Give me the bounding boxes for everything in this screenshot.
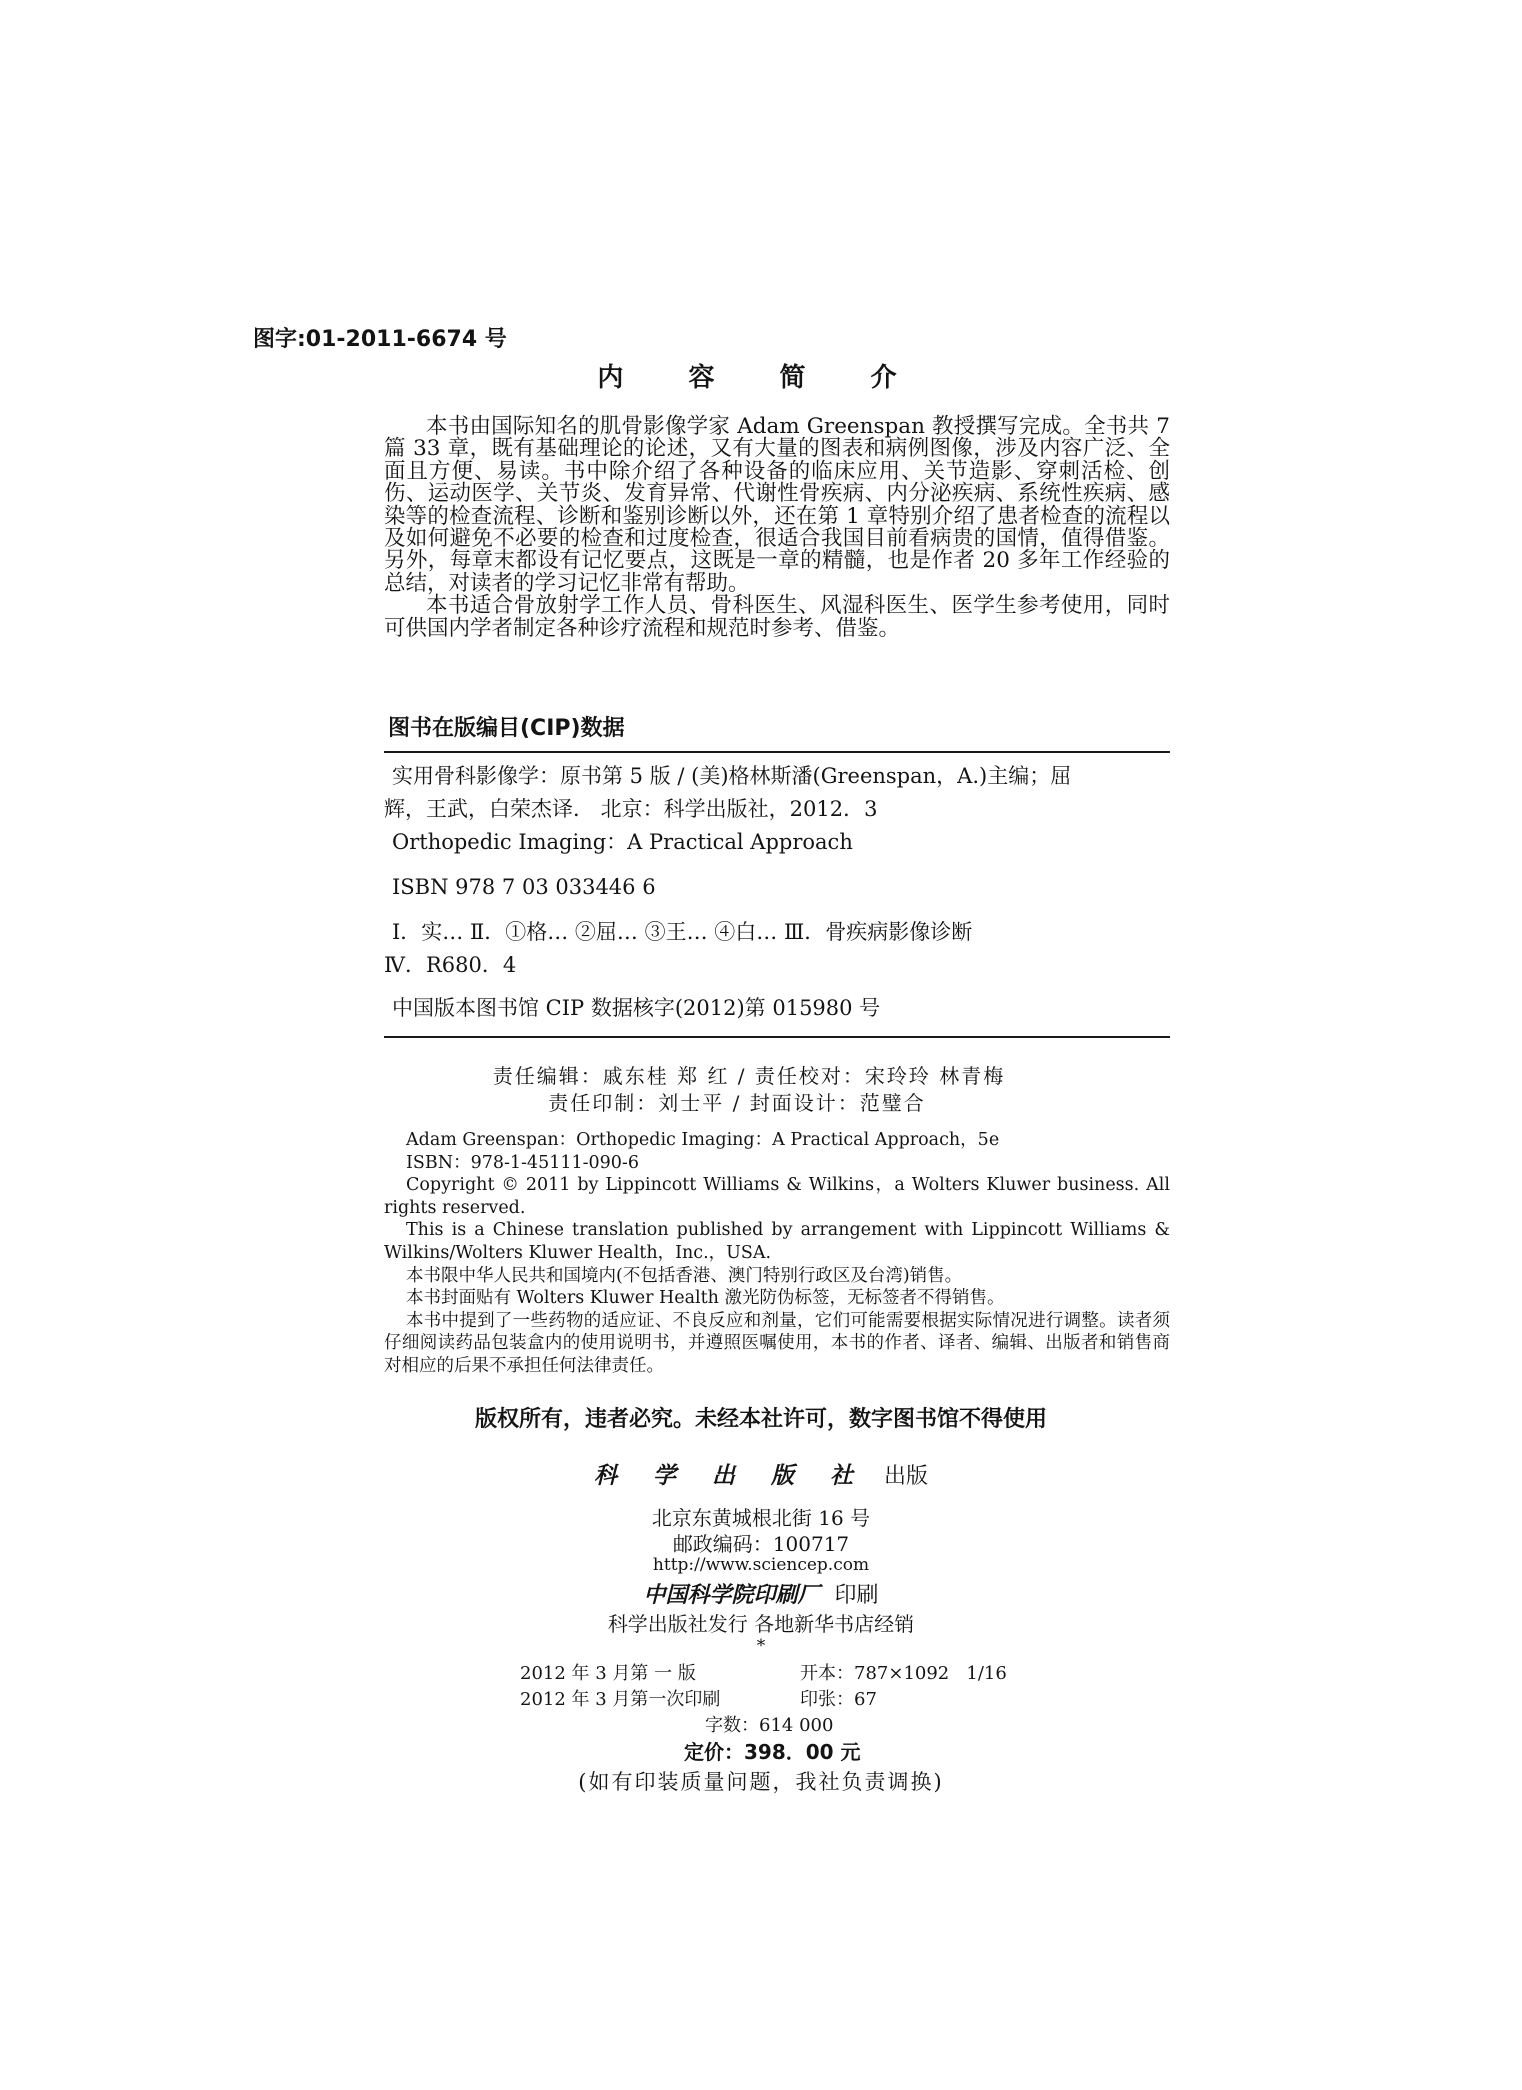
quality-note: (如有印装质量问题，我社负责调换) xyxy=(578,1770,944,1794)
price: 定价：398．00 元 xyxy=(684,1740,861,1764)
publisher-action: 出版 xyxy=(884,1464,929,1489)
copyright-line: Copyright © 2011 by Lippincott Williams & Wilkins，a Wolters Kluwer business. All rights reserved. xyxy=(384,1175,1170,1218)
print-sheets: 印张：67 xyxy=(800,1689,877,1710)
credits-line-1: 责任编辑：戚东桂 郑 红 / 责任校对：宋玲玲 林青梅 xyxy=(492,1064,1006,1088)
intro-text xyxy=(384,416,1170,640)
cip-verification: 中国版本图书馆 CIP 数据核字(2012)第 015980 号 xyxy=(392,996,881,1020)
cip-heading: 图书在版编目(CIP)数据 xyxy=(388,716,625,741)
publisher-address: 北京东黄城根北街 16 号 xyxy=(651,1506,871,1530)
word-count: 字数：614 000 xyxy=(705,1715,834,1736)
translation-note: This is a Chinese translation published by arrangement with Lippincott Williams & Wilkins/Wolters Kluwer Health，Inc.，USA. xyxy=(384,1220,1170,1263)
credits-line-2: 责任印制：刘士平 / 封面设计：范璧合 xyxy=(548,1091,926,1115)
edition-date: 2012 年 3 月第 一 版 xyxy=(520,1663,696,1684)
book-format: 开本：787×1092 1/16 xyxy=(800,1663,1007,1684)
intro-paragraph-1: 本书由国际知名的肌骨影像学家 Adam Greenspan 教授撰写完成。全书共 7 篇 33 章，既有基础理论的论述，又有大量的图表和病例图像，涉及内容广泛、全面且方便、易读。书中除介绍了各种设备的临床应用、关节造影、穿刺活检、创伤、运动医学、关节炎、发育异常、代谢性骨疾病、内分泌疾病、系统性疾病、感染等的检查流程、诊断和鉴别诊断以外，还在第 1 章特别介绍了患者检查的流程以及如何避免不必要的检查和过度检查，很适合我国目前看病贵的国情，值得借鉴。另外，每章末都设有记忆要点，这既是一章的精髓，也是作者 20 多年工作经验的总结，对读者的学习记忆非常有帮助。 xyxy=(384,414,1170,596)
cip-entry-line-1: 实用骨科影像学：原书第 5 版 / (美)格林斯潘(Greenspan，A.)主编；屈 xyxy=(392,764,1072,788)
sale-limit-note: 本书限中华人民共和国境内(不包括香港、澳门特别行政区及台湾)销售。 xyxy=(406,1265,963,1286)
publisher-line xyxy=(0,1457,1522,1490)
cip-original-title: Orthopedic Imaging：A Practical Approach xyxy=(392,830,853,854)
cip-subjects-line-1: Ⅰ．实… Ⅱ．①格… ②屈… ③王… ④白… Ⅲ．骨疾病影像诊断 xyxy=(392,920,973,944)
english-title-line: Adam Greenspan：Orthopedic Imaging：A Practical Approach，5e xyxy=(406,1130,1000,1150)
separator-asterisk: * xyxy=(756,1636,766,1656)
cip-block xyxy=(384,760,1170,1025)
printer-name: 中国科学院印刷厂 xyxy=(643,1582,820,1608)
rights-notice: 版权所有，违者必究。未经本社许可，数字图书馆不得使用 xyxy=(474,1407,1047,1432)
drug-disclaimer: 本书中提到了一些药物的适应证、不良反应和剂量，它们可能需要根据实际情况进行调整。读者须仔细阅读药品包装盒内的使用说明书，并遵照医嘱使用，本书的作者、译者、编辑、出版者和销售商对相应的后果不承担任何法律责任。 xyxy=(384,1310,1170,1376)
publisher-website: http://www.sciencep.com xyxy=(652,1555,870,1575)
cip-entry-line-2: 辉，王武，白荣杰译． 北京：科学出版社，2012．3 xyxy=(384,797,878,821)
printer-line xyxy=(0,1578,1522,1609)
editorial-credits xyxy=(0,1063,1522,1117)
cip-top-rule xyxy=(384,751,1170,753)
distribution-line: 科学出版社发行 各地新华书店经销 xyxy=(607,1612,915,1636)
intro-paragraph-2: 本书适合骨放射学工作人员、骨科医生、风湿科医生、医学生参考使用，同时可供国内学者制定各种诊疗流程和规范时参考、借鉴。 xyxy=(384,593,1170,641)
print-date: 2012 年 3 月第一次印刷 xyxy=(520,1689,721,1710)
cip-bottom-rule xyxy=(384,1036,1170,1038)
registration-number: 图字:01-2011-6674 号 xyxy=(253,327,507,352)
section-title: 内 容 简 介 xyxy=(597,363,925,393)
english-isbn: ISBN：978-1-45111-090-6 xyxy=(406,1152,639,1173)
publisher-postcode: 邮政编码：100717 xyxy=(672,1532,850,1556)
printer-action: 印刷 xyxy=(834,1583,879,1608)
publisher-name: 科 学 出 版 社 xyxy=(593,1462,867,1489)
cip-subjects-line-2: Ⅳ．R680．4 xyxy=(384,953,517,977)
label-note: 本书封面贴有 Wolters Kluwer Health 激光防伪标签，无标签者不得销售。 xyxy=(406,1288,1005,1309)
copyright-block xyxy=(384,1129,1170,1378)
cip-isbn: ISBN 978 7 03 033446 6 xyxy=(392,875,656,899)
